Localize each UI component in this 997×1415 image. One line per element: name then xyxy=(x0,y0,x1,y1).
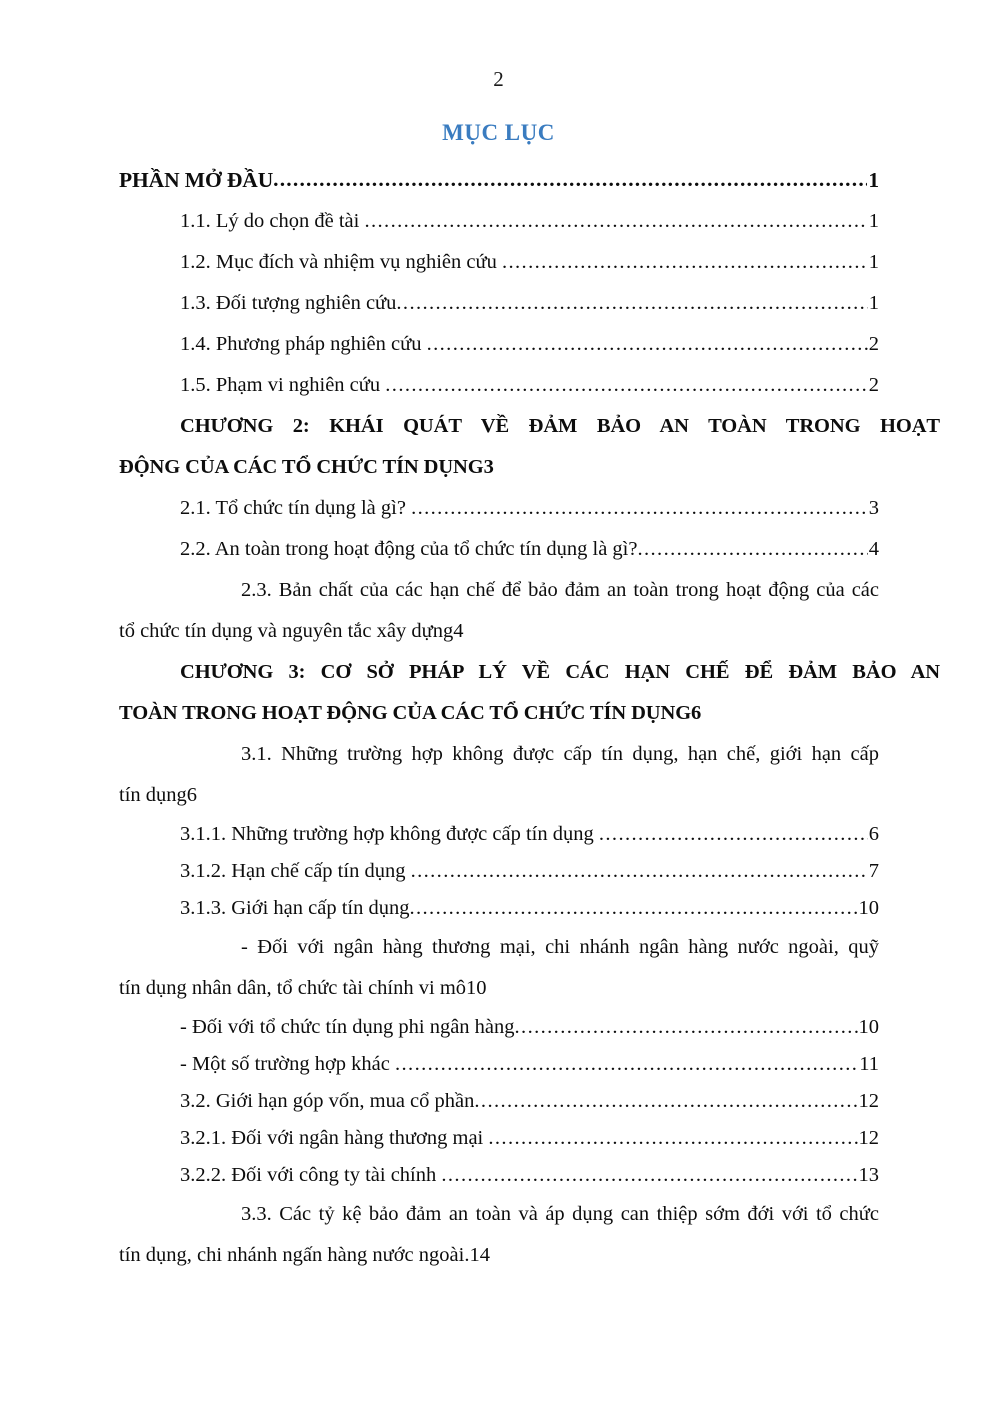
toc-entry-label: 3.2. Giới hạn góp vốn, mua cổ phần xyxy=(180,1090,475,1112)
toc-entry-label-line1: - Đối với ngân hàng thương mại, chi nhánh ngân hàng nước ngoài, quỹ xyxy=(241,936,879,958)
toc-entry-label: - Đối với tổ chức tín dụng phi ngân hàng xyxy=(180,1016,515,1038)
toc-entry-line2 xyxy=(119,775,879,816)
toc-page-number: 2 xyxy=(868,333,879,355)
toc-entry[interactable] xyxy=(119,652,940,734)
toc-page-number: 1 xyxy=(868,210,879,232)
toc-page-number: 13 xyxy=(858,1164,879,1186)
toc-entry[interactable] xyxy=(119,1157,879,1194)
toc-entry-line2 xyxy=(119,611,879,652)
toc-entry-label: 1.5. Phạm vi nghiên cứu xyxy=(180,374,386,396)
leader-dots xyxy=(441,1157,857,1194)
toc-entry-label: 2.1. Tổ chức tín dụng là gì? xyxy=(180,497,412,519)
toc-entry-row xyxy=(180,1120,879,1157)
leader-dots xyxy=(273,159,867,200)
toc-entry-row xyxy=(180,853,879,890)
toc-page-number: 12 xyxy=(858,1090,879,1112)
toc-page-number: 14 xyxy=(469,1244,490,1266)
toc-page-number: 2 xyxy=(868,374,879,396)
toc-entry-label-line1: 2.3. Bản chất của các hạn chế để bảo đảm an toàn trong hoạt động của các xyxy=(241,579,879,601)
toc-entry-label: 1.1. Lý do chọn đề tài xyxy=(180,210,365,232)
toc-entry[interactable] xyxy=(119,816,879,853)
toc-entry-label-line1: 3.1. Những trường hợp không được cấp tín dụng, hạn chế, giới hạn cấp xyxy=(241,743,879,765)
toc-page-number: 6 xyxy=(691,702,702,724)
leader-dots xyxy=(474,1083,857,1120)
toc-entry-label: 3.1.2. Hạn chế cấp tín dụng xyxy=(180,860,411,882)
leader-dots xyxy=(515,1009,858,1046)
toc-entry[interactable] xyxy=(119,1046,879,1083)
leader-dots xyxy=(395,1046,858,1083)
toc-page-number: 10 xyxy=(858,1016,879,1038)
toc-entry-line2 xyxy=(119,1235,879,1276)
toc-entry-label: PHẦN MỞ ĐẦU xyxy=(119,168,274,192)
toc-entry-row xyxy=(180,1009,879,1046)
toc-entry[interactable] xyxy=(119,283,879,324)
leader-dots xyxy=(637,529,867,570)
toc-page-number: 11 xyxy=(859,1053,879,1075)
toc-entry[interactable] xyxy=(119,927,879,1009)
toc-entry-label: 1.3. Đối tượng nghiên cứu xyxy=(180,292,397,314)
toc-entry-label: - Một số trường hợp khác xyxy=(180,1053,395,1075)
toc-page-number: 10 xyxy=(858,897,879,919)
leader-dots xyxy=(364,201,867,242)
toc-entry-label-line2: ĐỘNG CỦA CÁC TỔ CHỨC TÍN DỤNG xyxy=(119,456,484,478)
leader-dots xyxy=(427,324,868,365)
toc-entry-label-line2: TOÀN TRONG HOẠT ĐỘNG CỦA CÁC TỔ CHỨC TÍN DỤNG xyxy=(119,702,692,724)
table-of-contents xyxy=(119,160,940,1276)
leader-dots xyxy=(411,853,868,890)
toc-entry-row xyxy=(180,890,879,927)
toc-page-number: 1 xyxy=(868,251,879,273)
toc-entry-label-line2: tín dụng, chi nhánh ngấn hàng nước ngoài. xyxy=(119,1244,470,1266)
toc-page-number: 12 xyxy=(858,1127,879,1149)
toc-entry-line2 xyxy=(119,693,879,734)
toc-entry-row xyxy=(180,201,879,242)
toc-entry-label: 3.2.2. Đối với công ty tài chính xyxy=(180,1164,442,1186)
toc-entry-row xyxy=(180,324,879,365)
toc-entry[interactable] xyxy=(119,324,879,365)
toc-entry-row xyxy=(180,1046,879,1083)
toc-entry-label-line2: tổ chức tín dụng và nguyên tắc xây dựng xyxy=(119,620,454,642)
leader-dots xyxy=(599,816,868,853)
leader-dots xyxy=(488,1120,857,1157)
toc-entry[interactable] xyxy=(119,853,879,890)
toc-entry-row xyxy=(180,488,879,529)
toc-entry[interactable] xyxy=(119,734,879,816)
toc-entry-label: 1.2. Mục đích và nhiệm vụ nghiên cứu xyxy=(180,251,502,273)
toc-entry-label: 3.2.1. Đối với ngân hàng thương mại xyxy=(180,1127,489,1149)
toc-entry-row xyxy=(180,816,879,853)
toc-entry[interactable] xyxy=(119,160,879,201)
toc-entry-label: 3.1.3. Giới hạn cấp tín dụng xyxy=(180,897,410,919)
toc-page-number: 1 xyxy=(868,168,879,192)
toc-page-number: 1 xyxy=(868,292,879,314)
toc-entry[interactable] xyxy=(119,365,879,406)
toc-page-number: 10 xyxy=(466,977,487,999)
toc-entry[interactable] xyxy=(119,529,879,570)
toc-entry[interactable] xyxy=(119,1194,879,1276)
toc-entry-label-line1: 3.3. Các tỷ kệ bảo đảm an toàn và áp dụng can thiệp sớm đới với tổ chức xyxy=(241,1203,879,1225)
page-number: 2 xyxy=(493,67,504,91)
toc-page-number: 3 xyxy=(868,497,879,519)
toc-entry-row xyxy=(180,283,879,324)
leader-dots xyxy=(502,242,868,283)
toc-entry[interactable] xyxy=(119,890,879,927)
toc-entry[interactable] xyxy=(119,406,940,488)
page-title: MỤC LỤC xyxy=(442,120,555,145)
toc-entry[interactable] xyxy=(119,1120,879,1157)
toc-entry-label-line2: tín dụng xyxy=(119,784,187,806)
toc-entry-row xyxy=(180,242,879,283)
toc-page-number: 6 xyxy=(186,784,198,806)
toc-entry-line2 xyxy=(119,447,879,488)
toc-entry-line2 xyxy=(119,968,879,1009)
toc-page-number: 6 xyxy=(868,823,879,845)
toc-entry-row xyxy=(180,365,879,406)
toc-entry[interactable] xyxy=(119,1083,879,1120)
toc-entry-row xyxy=(180,1157,879,1194)
toc-page-number: 4 xyxy=(453,620,464,642)
toc-entry-label-line1: CHƯƠNG 3: CƠ SỞ PHÁP LÝ VỀ CÁC HẠN CHẾ ĐỂ ĐẢM BẢO AN xyxy=(180,661,940,683)
toc-entry-label-line1: CHƯƠNG 2: KHÁI QUÁT VỀ ĐẢM BẢO AN TOÀN TRONG HOẠT xyxy=(180,415,940,437)
toc-entry-label-line2: tín dụng nhân dân, tổ chức tài chính vi mô xyxy=(119,977,467,999)
toc-entry-label: 2.2. An toàn trong hoạt động của tổ chức tín dụng là gì? xyxy=(180,538,638,560)
toc-entry[interactable] xyxy=(119,488,879,529)
toc-entry[interactable] xyxy=(119,1009,879,1046)
toc-page-number: 3 xyxy=(483,456,494,478)
leader-dots xyxy=(409,890,857,927)
toc-page-number: 4 xyxy=(868,538,879,560)
toc-entry-label: 3.1.1. Những trường hợp không được cấp tín dụng xyxy=(180,823,599,845)
leader-dots xyxy=(411,488,868,529)
toc-entry[interactable] xyxy=(119,242,879,283)
toc-entry-row xyxy=(180,1083,879,1120)
toc-entry-row xyxy=(180,529,879,570)
toc-entry-row xyxy=(119,160,879,201)
toc-entry[interactable] xyxy=(119,201,879,242)
toc-entry[interactable] xyxy=(119,570,879,652)
leader-dots xyxy=(396,283,867,324)
toc-page-number: 7 xyxy=(868,860,879,882)
leader-dots xyxy=(385,365,867,406)
toc-entry-label: 1.4. Phương pháp nghiên cứu xyxy=(180,333,427,355)
